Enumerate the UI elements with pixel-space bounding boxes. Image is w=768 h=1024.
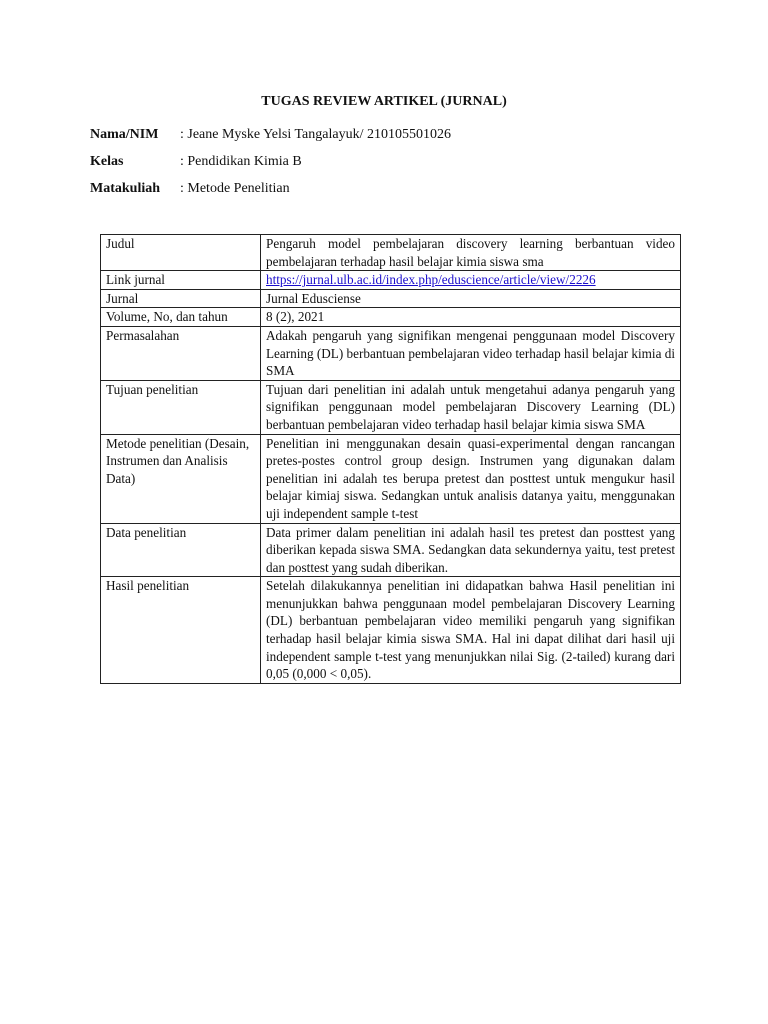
row-value: Pengaruh model pembelajaran discovery learning berbantuan video pembelajaran terhadap hasil belajar kimia siswa sma [261, 235, 681, 271]
meta-nama-nim [90, 127, 451, 143]
table-row [101, 577, 681, 684]
meta-value: : Metode Penelitian [180, 181, 290, 196]
row-label: Tujuan penelitian [101, 380, 261, 434]
row-label: Judul [101, 235, 261, 271]
meta-value: : Jeane Myske Yelsi Tangalayuk/ 210105501026 [180, 127, 451, 142]
row-label: Jurnal [101, 289, 261, 308]
table-row [101, 380, 681, 434]
table-row [101, 523, 681, 577]
row-value: Penelitian ini menggunakan desain quasi-experimental dengan rancangan pretes-postes control group design. Instrumen yang digunakan dalam penelitian ini adalah tes berupa pretest dan posttest untuk mengukur hasil belajar kimiaj siswa. Sedangkan untuk analisis datanya yaitu, menggunakan uji independent sample t-test [261, 434, 681, 523]
journal-link[interactable]: https://jurnal.ulb.ac.id/index.php/eduscience/article/view/2226 [266, 272, 596, 288]
meta-label: Nama/NIM [90, 127, 159, 142]
row-label: Hasil penelitian [101, 577, 261, 684]
row-label: Permasalahan [101, 326, 261, 380]
row-value: 8 (2), 2021 [261, 308, 681, 327]
meta-matakuliah [90, 181, 290, 197]
table-row [101, 308, 681, 327]
table-row [101, 289, 681, 308]
meta-label: Matakuliah [90, 181, 161, 196]
row-value: Setelah dilakukannya penelitian ini didapatkan bahwa Hasil penelitian ini menunjukkan bahwa penggunaan model pembelajaran Discovery Learning (DL) berbantuan pembelajaran video memiliki pengaruh yang signifikan terhadap hasil belajar kimia siswa SMA. Hal ini dapat dilihat dari hasil uji independent sample t-test yang menunjukkan nilai Sig. (2-tailed) kurang dari 0,05 (0,000 < 0,05). [261, 577, 681, 684]
meta-label: Kelas [90, 154, 124, 169]
table-row [101, 271, 681, 290]
meta-kelas [90, 154, 302, 170]
document-title: TUGAS REVIEW ARTIKEL (JURNAL) [261, 94, 507, 109]
review-table [100, 234, 681, 684]
row-label: Metode penelitian (Desain, Instrumen dan Analisis Data) [101, 434, 261, 523]
row-label: Data penelitian [101, 523, 261, 577]
row-value [261, 271, 681, 290]
row-label: Volume, No, dan tahun [101, 308, 261, 327]
row-value: Tujuan dari penelitian ini adalah untuk mengetahui adanya pengaruh yang signifikan penggunaan model pembelajaran Discovery Learning (DL) berbantuan pembelajaran video terhadap hasil belajar kimia siswa SMA [261, 380, 681, 434]
table-row [101, 235, 681, 271]
row-value: Jurnal Edusciense [261, 289, 681, 308]
row-value: Adakah pengaruh yang signifikan mengenai penggunaan model Discovery Learning (DL) berbantuan pembelajaran video terhadap hasil belajar kimia di SMA [261, 326, 681, 380]
table-row [101, 326, 681, 380]
meta-value: : Pendidikan Kimia B [180, 154, 302, 169]
table-row [101, 434, 681, 523]
row-value: Data primer dalam penelitian ini adalah hasil tes pretest dan posttest yang diberikan kepada siswa SMA. Sedangkan data sekundernya yaitu, test pretest dan posttest yang sudah diberikan. [261, 523, 681, 577]
row-label: Link jurnal [101, 271, 261, 290]
